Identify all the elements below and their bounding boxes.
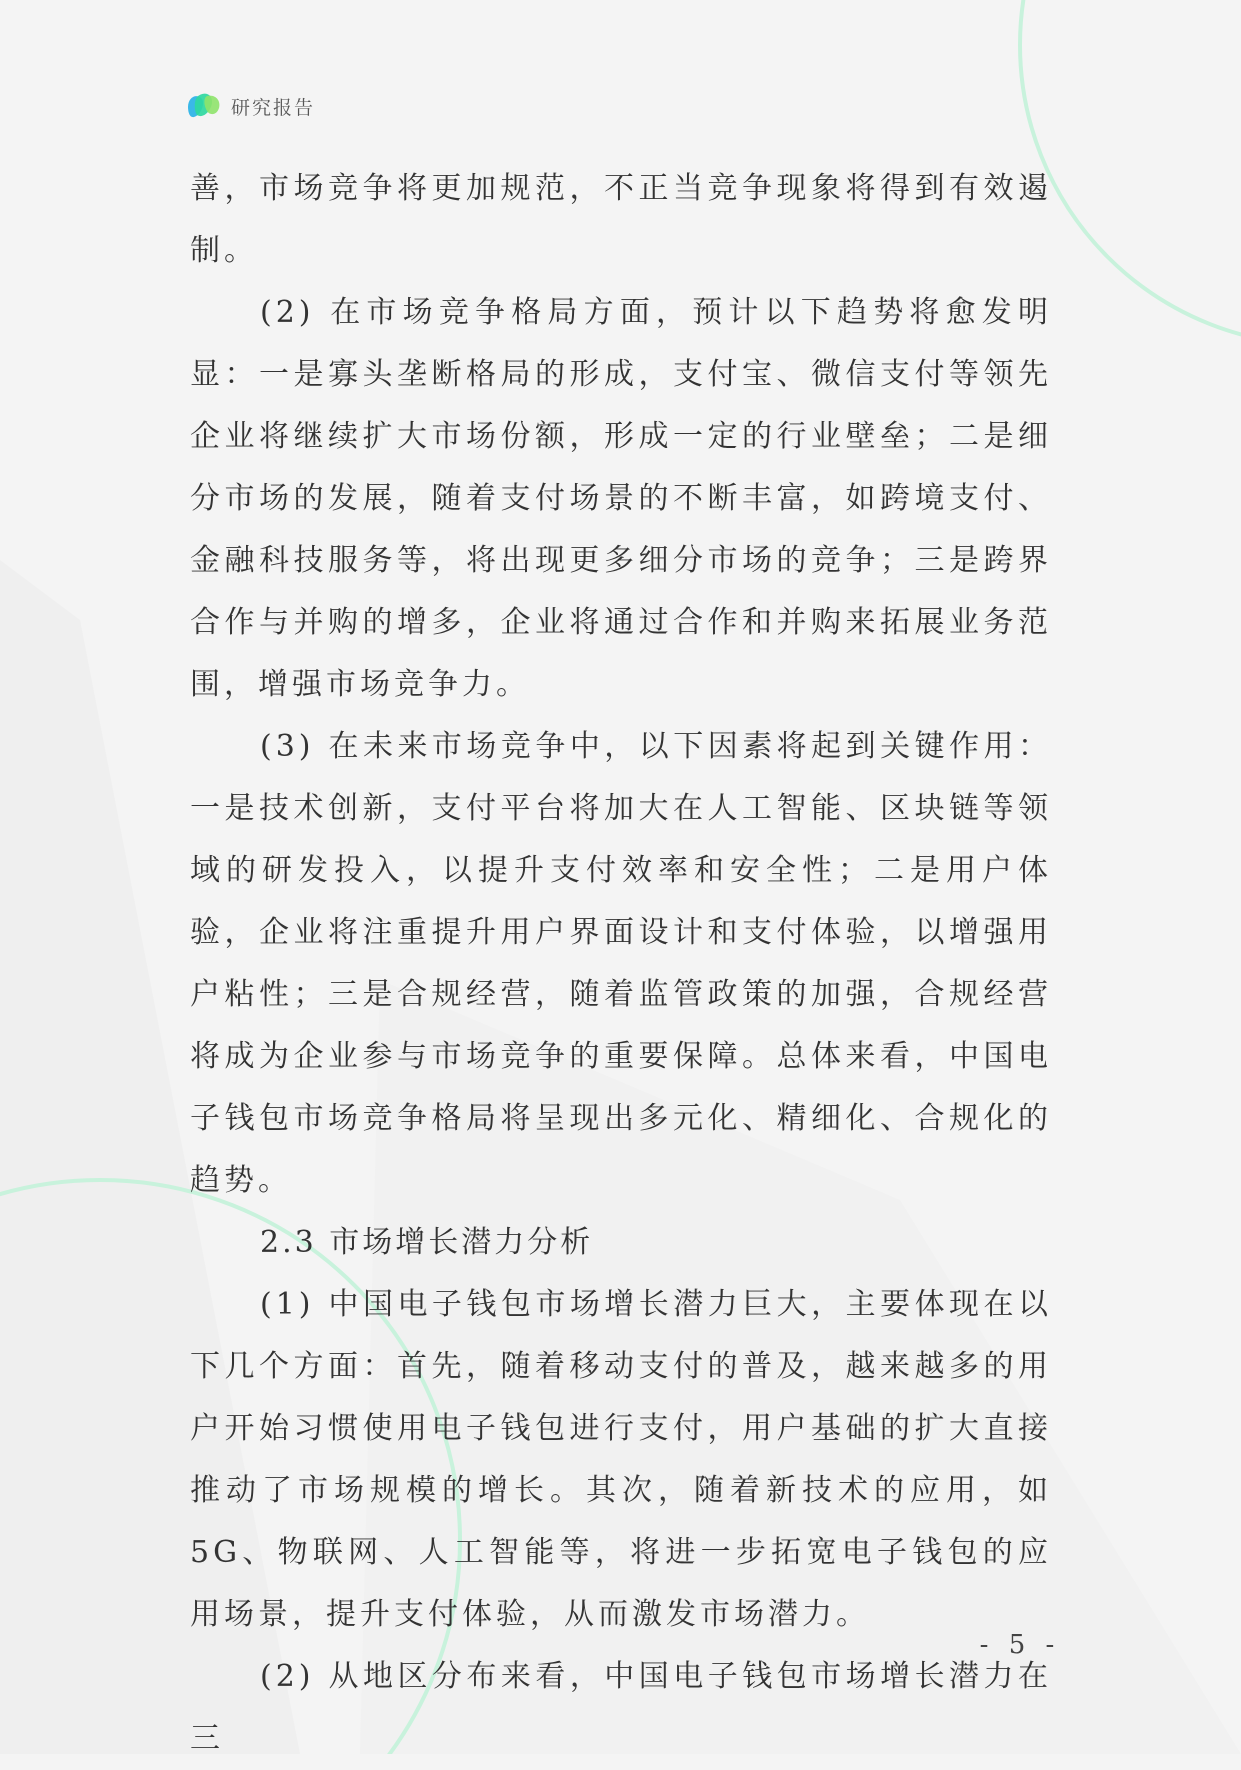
paragraph-competition-trends: (2) 在市场竞争格局方面，预计以下趋势将愈发明显：一是寡头垄断格局的形成，支付宝、微信支付等领先企业将继续扩大市场份额，形成一定的行业壁垒；二是细分市场的发展，随着支付场景的不断丰富，如跨境支付、金融科技服务等，将出现更多细分市场的竞争；三是跨界合作与并购的增多，企业将通过合作和并购来拓展业务范围，增强市场竞争力。	[190, 295, 1052, 702]
header-title: 研究报告	[231, 96, 316, 119]
leaf-logo-icon	[185, 89, 223, 123]
section-heading: 2.3 市场增长潜力分析	[260, 1225, 594, 1260]
page-number: - 5 -	[979, 1630, 1061, 1660]
paragraph-growth-potential: (1) 中国电子钱包市场增长潜力巨大，主要体现在以下几个方面：首先，随着移动支付的普及，越来越多的用户开始习惯使用电子钱包进行支付，用户基础的扩大直接推动了市场规模的增长。其次，随着新技术的应用，如5G、物联网、人工智能等，将进一步拓宽电子钱包的应用场景，提升支付体验，从而激发市场潜力。	[190, 1287, 1052, 1632]
paragraph-key-factors: (3) 在未来市场竞争中，以下因素将起到关键作用：一是技术创新，支付平台将加大在人工智能、区块链等领域的研发投入，以提升支付效率和安全性；二是用户体验，企业将注重提升用户界面设计和支付体验，以增强用户粘性；三是合规经营，随着监管政策的加强，合规经营将成为企业参与市场竞争的重要保障。总体来看，中国电子钱包市场竞争格局将呈现出多元化、精细化、合规化的趋势。	[190, 729, 1052, 1198]
document-body	[190, 158, 1052, 1770]
decor-circle-top-right	[1020, 0, 1241, 345]
page-header	[185, 86, 315, 126]
paragraph-continuation: 善，市场竞争将更加规范，不正当竞争现象将得到有效遏制。	[190, 171, 1052, 268]
paragraph-regional-distribution: (2) 从地区分布来看，中国电子钱包市场增长潜力在三	[190, 1659, 1052, 1756]
